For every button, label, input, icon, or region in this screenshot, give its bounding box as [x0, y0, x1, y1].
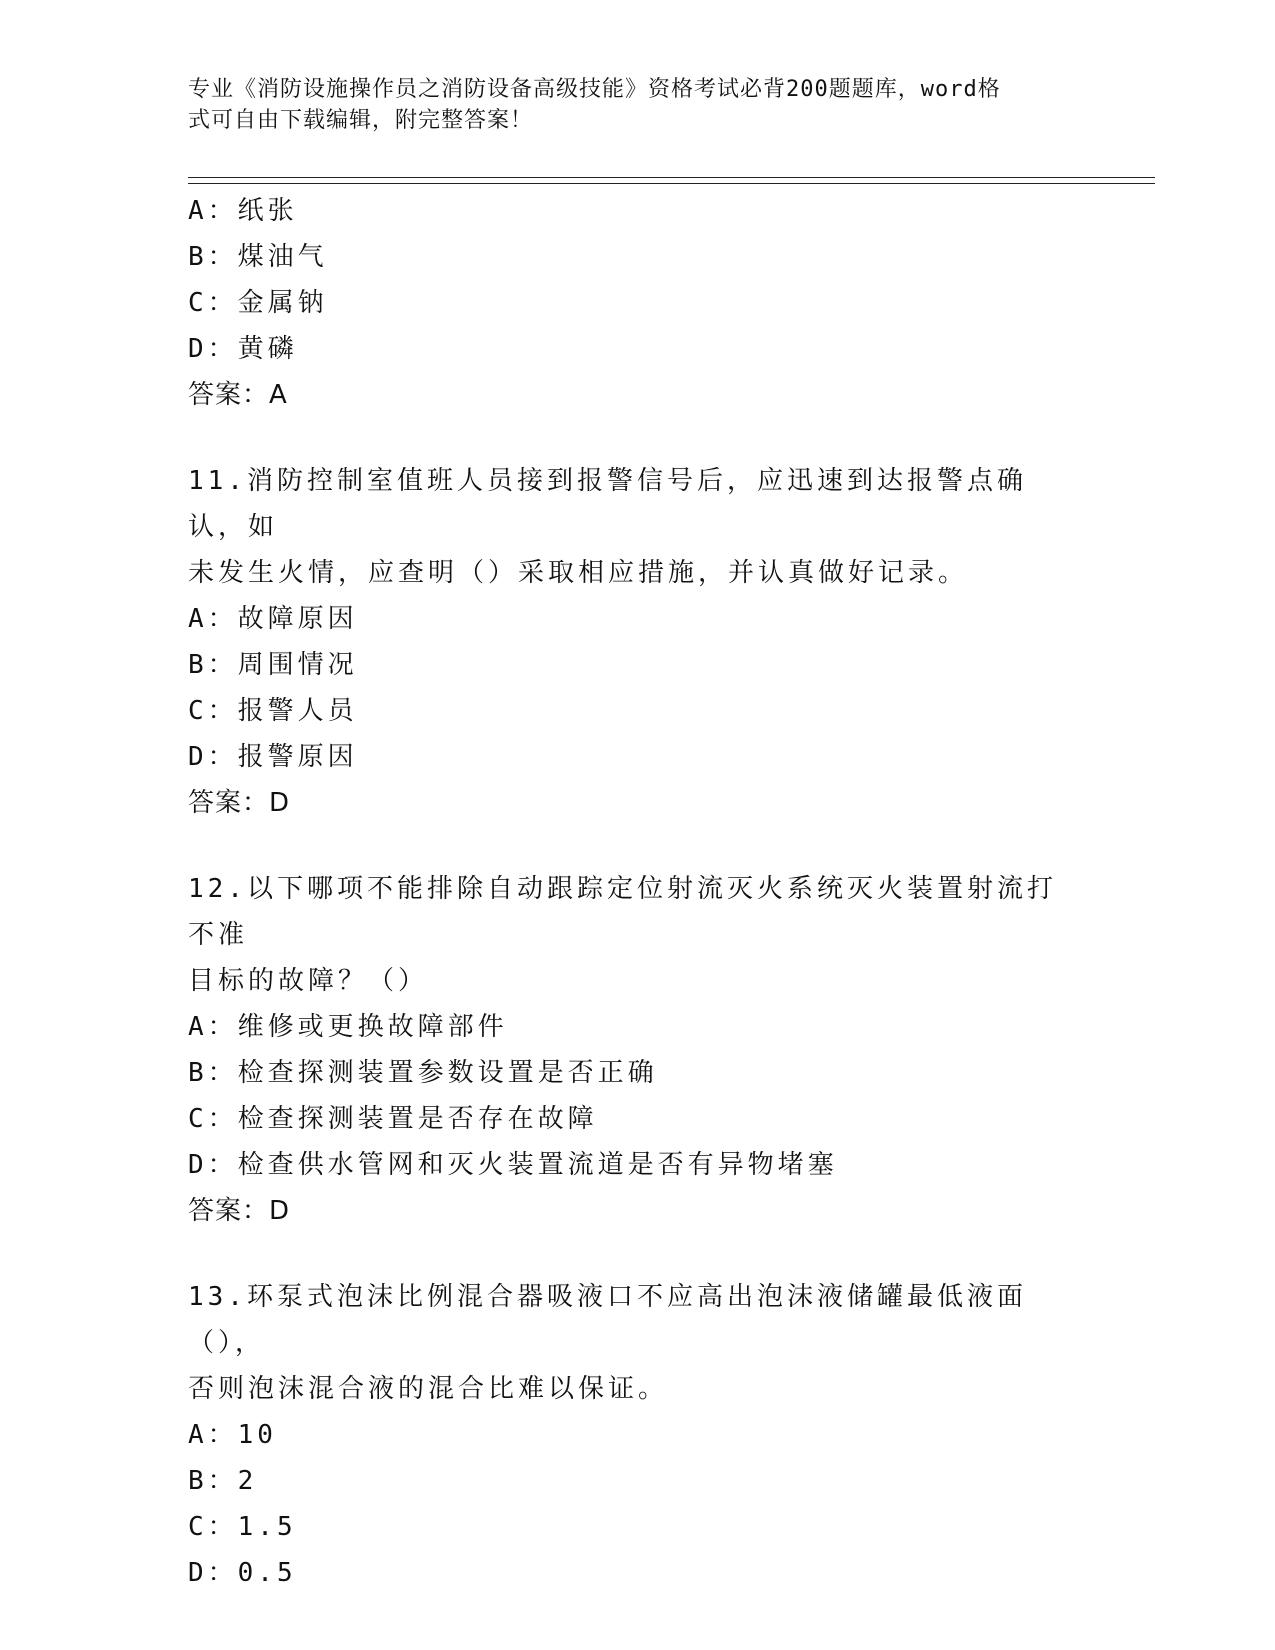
question-list: [188, 188, 1078, 1596]
question-text-line-2: 未发生火情，应查明（）采取相应措施，并认真做好记录。: [188, 558, 969, 588]
question-block-12: [188, 866, 1078, 1234]
option-d: D：检查供水管网和灭火装置流道是否有异物堵塞: [188, 1150, 838, 1180]
answer-line: 答案：D: [188, 1196, 291, 1226]
question-block-11: [188, 458, 1078, 826]
option-a: A：故障原因: [188, 604, 358, 634]
header-divider-top: [188, 177, 1155, 178]
option-c: C：金属钠: [188, 288, 328, 318]
option-d: D：黄磷: [188, 334, 298, 364]
answer-line: 答案：D: [188, 788, 291, 818]
document-header: [188, 74, 1068, 136]
option-c: C：1.5: [188, 1512, 297, 1542]
header-line-2: 式可自由下载编辑，附完整答案！: [188, 108, 534, 133]
question-text-line-2: 目标的故障？（）: [188, 966, 429, 996]
header-divider-bottom: [188, 183, 1155, 184]
option-a: A：10: [188, 1420, 277, 1450]
question-text-line-1: 13.环泵式泡沫比例混合器吸液口不应高出泡沫液储罐最低液面（），: [188, 1282, 1027, 1358]
option-d: D：0.5: [188, 1558, 297, 1588]
option-b: B：周围情况: [188, 650, 358, 680]
question-text-line-2: 否则泡沫混合液的混合比难以保证。: [188, 1374, 669, 1404]
option-a: A：纸张: [188, 196, 298, 226]
answer-line: 答案：A: [188, 380, 288, 410]
option-d: D：报警原因: [188, 742, 358, 772]
question-block-10: [188, 188, 1078, 418]
option-c: C：报警人员: [188, 696, 358, 726]
option-b: B：煤油气: [188, 242, 328, 272]
option-b: B：检查探测装置参数设置是否正确: [188, 1058, 658, 1088]
option-c: C：检查探测装置是否存在故障: [188, 1104, 598, 1134]
header-line-1: 专业《消防设施操作员之消防设备高级技能》资格考试必背200题题库，word格: [188, 77, 1001, 102]
question-block-13: [188, 1274, 1078, 1596]
question-text-line-1: 11.消防控制室值班人员接到报警信号后，应迅速到达报警点确认，如: [188, 466, 1027, 542]
option-a: A：维修或更换故障部件: [188, 1012, 508, 1042]
option-b: B：2: [188, 1466, 258, 1496]
question-text-line-1: 12.以下哪项不能排除自动跟踪定位射流灭火系统灭火装置射流打不准: [188, 874, 1057, 950]
